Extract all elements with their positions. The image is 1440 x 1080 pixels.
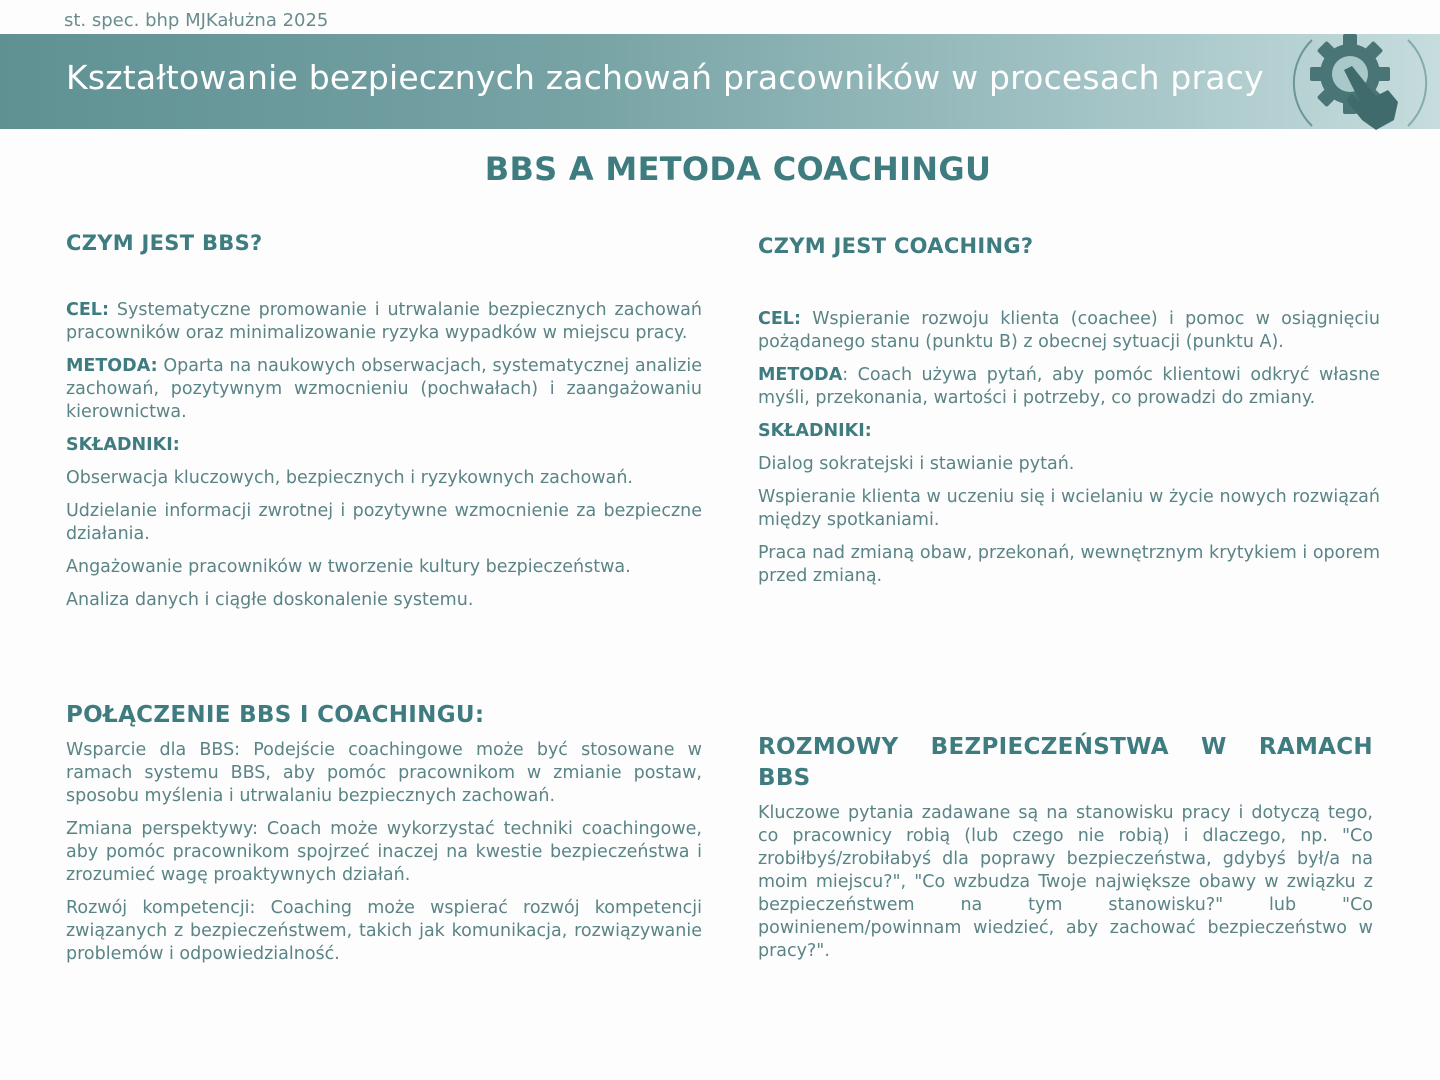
bbs-skladniki-label: SKŁADNIKI: — [66, 435, 180, 455]
coaching-heading: CZYM JEST COACHING? — [758, 234, 1034, 258]
list-item: Angażowanie pracowników w tworzenie kultury bezpieczeństwa. — [66, 557, 631, 577]
list-item: Obserwacja kluczowych, bezpiecznych i ryzykownych zachowań. — [66, 468, 633, 488]
list-item: Udzielanie informacji zwrotnej i pozytywne wzmocnienie za bezpieczne działania. — [66, 501, 702, 544]
banner-title: Kształtowanie bezpiecznych zachowań pracowników w procesach pracy — [66, 58, 1264, 97]
polaczenie-paragraph: Rozwój kompetencji: Coaching może wspierać rozwój kompetencji związanych z bezpieczeństwem, takich jak komunikacja, rozwiązywanie problemów i odpowiedzialność. — [66, 898, 702, 964]
list-item: Praca nad zmianą obaw, przekonań, wewnętrznym krytykiem i oporem przed zmianą. — [758, 543, 1380, 586]
main-title: BBS A METODA COACHINGU — [484, 150, 992, 188]
rozmowy-heading: ROZMOWY BEZPIECZEŃSTWA W RAMACH BBS — [758, 734, 1373, 791]
coaching-section — [758, 308, 1380, 598]
bbs-cel-text: Systematyczne promowanie i utrwalanie bezpiecznych zachowań pracowników oraz minimalizowanie ryzyka wypadków w miejscu pracy. — [66, 300, 702, 343]
rozmowy-section — [758, 802, 1373, 973]
rozmowy-paragraph: Kluczowe pytania zadawane są na stanowisku pracy i dotyczą tego, co pracownicy robią (lub czego nie robią) i dlaczego, np. "Co zrobiłbyś/zrobiłabyś dla poprawy bezpieczeństwa, gdybyś był/a na moim miejscu?", "Co wzbudza Twoje największe obawy w związku z bezpieczeństwem na tym stanowisku?" lub "Co powinienem/powinnam wiedzieć, aby zachować bezpieczeństwo w pracy?". — [758, 803, 1373, 961]
bbs-cel-label: CEL: — [66, 300, 109, 320]
coaching-cel-text: Wspieranie rozwoju klienta (coachee) i pomoc w osiągnięciu pożądanego stanu (punktu B) z obecnej sytuacji (punktu A). — [758, 309, 1380, 352]
bbs-metoda-label: METODA: — [66, 356, 158, 376]
gear-hand-icon — [1290, 30, 1430, 136]
coaching-metoda-text: : Coach używa pytań, aby pomóc klientowi odkryć własne myśli, przekonania, wartości i potrzeby, co prowadzi do zmiany. — [758, 365, 1380, 408]
list-item: Dialog sokratejski i stawianie pytań. — [758, 454, 1075, 474]
bbs-cel — [66, 299, 702, 345]
list-item: Analiza danych i ciągłe doskonalenie systemu. — [66, 590, 474, 610]
header-banner — [0, 34, 1440, 129]
polaczenie-heading: POŁĄCZENIE BBS I COACHINGU: — [66, 702, 485, 728]
bbs-metoda-text: Oparta na naukowych obserwacjach, systematycznej analizie zachowań, pozytywnym wzmocnieniu (pochwałach) i zaangażowaniu kierownictwa. — [66, 356, 702, 422]
polaczenie-paragraph: Wsparcie dla BBS: Podejście coachingowe może być stosowane w ramach systemu BBS, aby pomóc pracownikom w zmianie postaw, sposobu myślenia i utrwalaniu bezpiecznych zachowań. — [66, 740, 702, 806]
bbs-metoda — [66, 355, 702, 424]
polaczenie-section — [66, 739, 702, 976]
bbs-heading: CZYM JEST BBS? — [66, 231, 263, 255]
coaching-metoda-label: METODA — [758, 365, 843, 385]
coaching-cel-label: CEL: — [758, 309, 801, 329]
coaching-cel — [758, 308, 1380, 354]
coaching-skladniki-label: SKŁADNIKI: — [758, 421, 872, 441]
coaching-metoda — [758, 364, 1380, 410]
bbs-section — [66, 299, 702, 622]
list-item: Wspieranie klienta w uczeniu się i wcielaniu w życie nowych rozwiązań między spotkaniami. — [758, 487, 1380, 530]
author-credit: st. spec. bhp MJKałużna 2025 — [64, 10, 329, 31]
polaczenie-paragraph: Zmiana perspektywy: Coach może wykorzystać techniki coachingowe, aby pomóc pracownikom spojrzeć inaczej na kwestie bezpieczeństwa i zrozumieć wagę proaktywnych działań. — [66, 819, 702, 885]
